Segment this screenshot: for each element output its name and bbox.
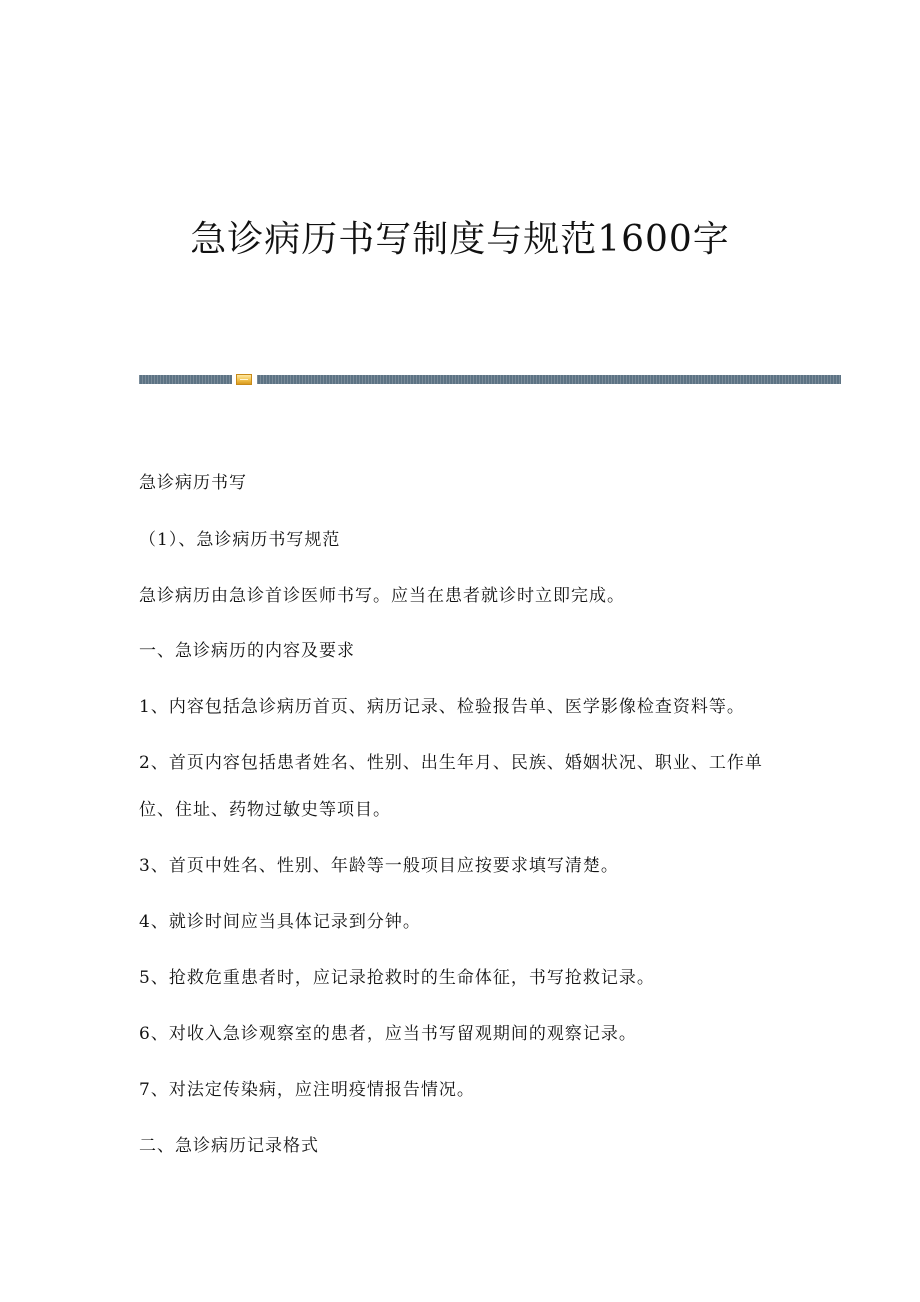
list-item: 5、抢救危重患者时，应记录抢救时的生命体征，书写抢救记录。 (139, 968, 655, 988)
section-heading: 急诊病历书写 (139, 473, 247, 493)
title-divider (139, 375, 841, 384)
list-item: 3、首页中姓名、性别、年龄等一般项目应按要求填写清楚。 (139, 856, 619, 876)
divider-bar-right (257, 375, 841, 384)
subsection-heading: （1）、急诊病历书写规范 (139, 530, 341, 550)
list-item: 4、就诊时间应当具体记录到分钟。 (139, 912, 421, 932)
section-heading: 二、急诊病历记录格式 (139, 1136, 319, 1156)
list-item: 2、首页内容包括患者姓名、性别、出生年月、民族、婚姻状况、职业、工作单 (139, 753, 763, 773)
list-item: 6、对收入急诊观察室的患者，应当书写留观期间的观察记录。 (139, 1024, 637, 1044)
divider-bar-left (139, 375, 232, 384)
divider-emblem-icon (236, 374, 252, 385)
list-item: 7、对法定传染病，应注明疫情报告情况。 (139, 1080, 475, 1100)
body-paragraph: 急诊病历由急诊首诊医师书写。应当在患者就诊时立即完成。 (139, 586, 625, 606)
section-heading: 一、急诊病历的内容及要求 (139, 641, 355, 661)
list-item-continuation: 位、住址、药物过敏史等项目。 (139, 800, 391, 820)
list-item: 1、内容包括急诊病历首页、病历记录、检验报告单、医学影像检查资料等。 (139, 697, 745, 717)
page-title: 急诊病历书写制度与规范1600字 (190, 219, 730, 260)
